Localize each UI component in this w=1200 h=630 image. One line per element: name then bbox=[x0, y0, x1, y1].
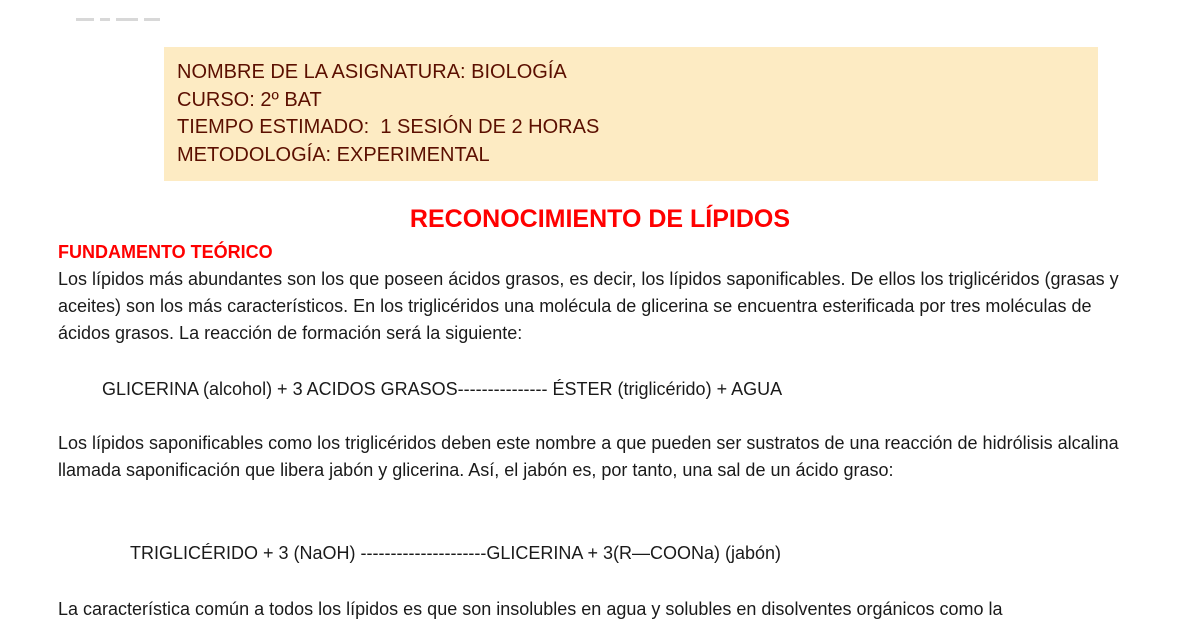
reaction-formation-equation: GLICERINA (alcohol) + 3 ACIDOS GRASOS--------------- ÉSTER (triglicérido) + AGUA bbox=[102, 379, 783, 399]
document-title: RECONOCIMIENTO DE LÍPIDOS bbox=[409, 205, 791, 233]
section-heading: FUNDAMENTO TEÓRICO bbox=[58, 242, 273, 262]
reaction-saponification-equation: TRIGLICÉRIDO + 3 (NaOH) ---------------------GLICERINA + 3(R—COONa) (jabón) bbox=[130, 543, 781, 563]
course-subject-line: NOMBRE DE LA ASIGNATURA: BIOLOGÍA bbox=[177, 61, 567, 83]
body-paragraph-1: Los lípidos más abundantes son los que poseen ácidos grasos, es decir, los lípidos saponificables. De ellos los triglicéridos (grasas y aceites) son los más característicos. En los triglicéridos una molécula de glicerina se encuentra esterificada por tres moléculas de ácidos grasos. La reacción de formación será la siguiente: bbox=[58, 269, 1119, 343]
course-info-box bbox=[164, 47, 1098, 181]
course-methodology-line: METODOLOGÍA: EXPERIMENTAL bbox=[177, 143, 490, 166]
header-logo-mark bbox=[76, 18, 172, 24]
course-time-line: TIEMPO ESTIMADO: 1 SESIÓN DE 2 HORAS bbox=[177, 116, 600, 138]
course-level-line: CURSO: 2º BAT bbox=[177, 88, 322, 111]
body-paragraph-3: La característica común a todos los lípidos es que son insolubles en agua y solubles en disolventes orgánicos como la bbox=[58, 599, 1003, 619]
body-paragraph-2: Los lípidos saponificables como los triglicéridos deben este nombre a que pueden ser sustratos de una reacción de hidrólisis alcalina llamada saponificación que libera jabón y glicerina. Así, el jabón es, por tanto, una sal de un ácido graso: bbox=[58, 433, 1119, 480]
